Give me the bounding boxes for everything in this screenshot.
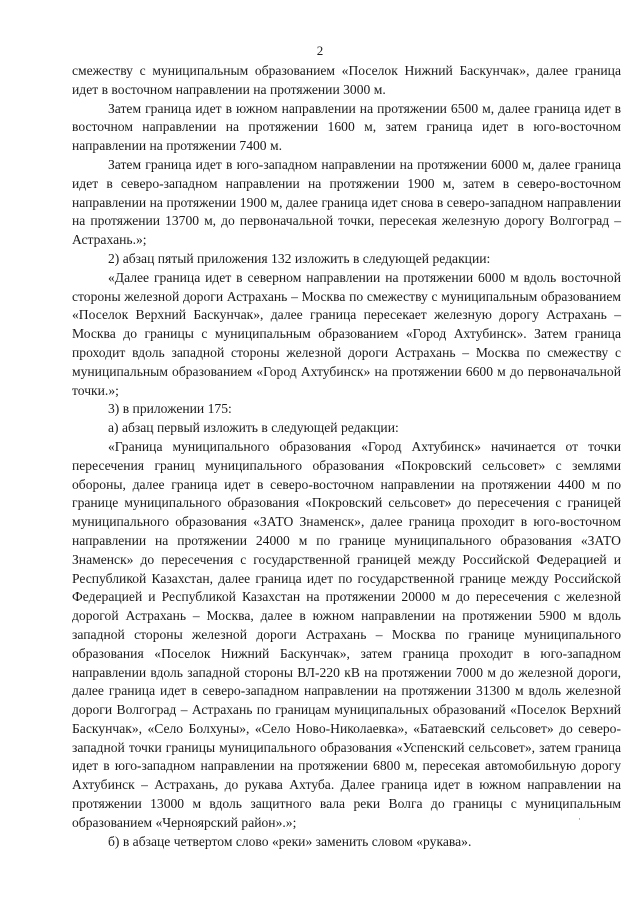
paragraph-boundary-continuation: смежеству с муниципальным образованием «Поселок Нижний Баскунчак», далее граница идет в восточном направлении на протяжении 3000 м. [72,63,621,97]
paragraph-boundary-south-west: Затем граница идет в юго-западном направлении на протяжении 6000 м, далее граница идет в северо-западном направлении на протяжении 1900 м, затем в северо-восточном направлении на протяжении 1900 м, далее граница идет снова в северо-западном направлении на протяжении 13700 м, до первоначальной точки, пересекая железную дорогу Волгоград – Астрахань.»; [72,156,621,248]
paragraph-quote-appendix-132: «Далее граница идет в северном направлении на протяжении 6000 м вдоль восточной стороны железной дороги Астрахань – Москва по смежеству с муниципальным образованием «Поселок Верхний Баскунчак», далее граница пересекает железную дорогу Астрахань – Москва до границы с муниципальным образованием «Город Ахтубинск». Затем граница проходит вдоль западной стороны железной дороги Астрахань – Москва по смежеству с муниципальным образованием «Город Ахтубинск» на протяжении 6600 м до первоначальной точки.»; [72,269,621,398]
paragraph-boundary-south-east: Затем граница идет в южном направлении на протяжении 6500 м, далее граница идет в восточном направлении на протяжении 1600 м, затем граница идет в юго-восточном направлении на протяжении 7400 м. [72,100,621,154]
paragraph-item-3a: а) абзац первый изложить в следующей редакции: [108,420,399,436]
paragraph-quote-appendix-175: «Граница муниципального образования «Город Ахтубинск» начинается от точки пересечения границ муниципального образования «Покровский сельсовет» с землями обороны, далее граница идет в северо-восточном направлении на протяжении 4400 м по границе муниципального образования «Покровский сельсовет» до пересечения с границей муниципального образования «ЗАТО Знаменск», далее граница проходит в юго-восточном направлении на протяжении 24000 м по границе муниципального образования «ЗАТО Знаменск» до пересечения с государственной границей между Российской Федерацией и Республикой Казахстан, далее граница идет по государственной границе между Российской Федерацией и Республикой Казахстан на протяжении 20000 м до пересечения с железной дорогой Астрахань – Москва, далее в южном направлении на протяжении 5900 м вдоль западной стороны железной дороги Астрахань – Москва по границе муниципального образования «Поселок Нижний Баскунчак», затем граница проходит в юго-западном направлении вдоль западной стороны ВЛ-220 кВ на протяжении 7000 м до железной дороги, далее граница идет в северо-западном направлении на протяжении 31300 м вдоль железной дороги Волгоград – Астрахань по границам муниципальных образований «Поселок Верхний Баскунчак», «Село Болхуны», «Село Ново-Николаевка», «Батаевский сельсовет» до северо-западной точки границы муниципального образования «Успенский сельсовет», затем граница идет в юго-западном направлении на протяжении 6800 м, пересекая автомобильную дорогу Ахтубинск – Астрахань, до рукава Ахтуба. Далее граница идет в южном направлении на протяжении 13000 м вдоль защитного вала реки Волга до границы с муниципальным образованием «Черноярский район».»; [72,438,621,830]
scan-speck: · [578,814,581,824]
paragraph-item-2: 2) абзац пятый приложения 132 изложить в следующей редакции: [108,250,491,266]
document-body [72,62,621,851]
paragraph-item-3: 3) в приложении 175: [108,401,232,417]
page-number: 2 [316,43,324,58]
paragraph-item-3b: б) в абзаце четвертом слово «реки» заменить словом «рукава». [108,833,472,849]
